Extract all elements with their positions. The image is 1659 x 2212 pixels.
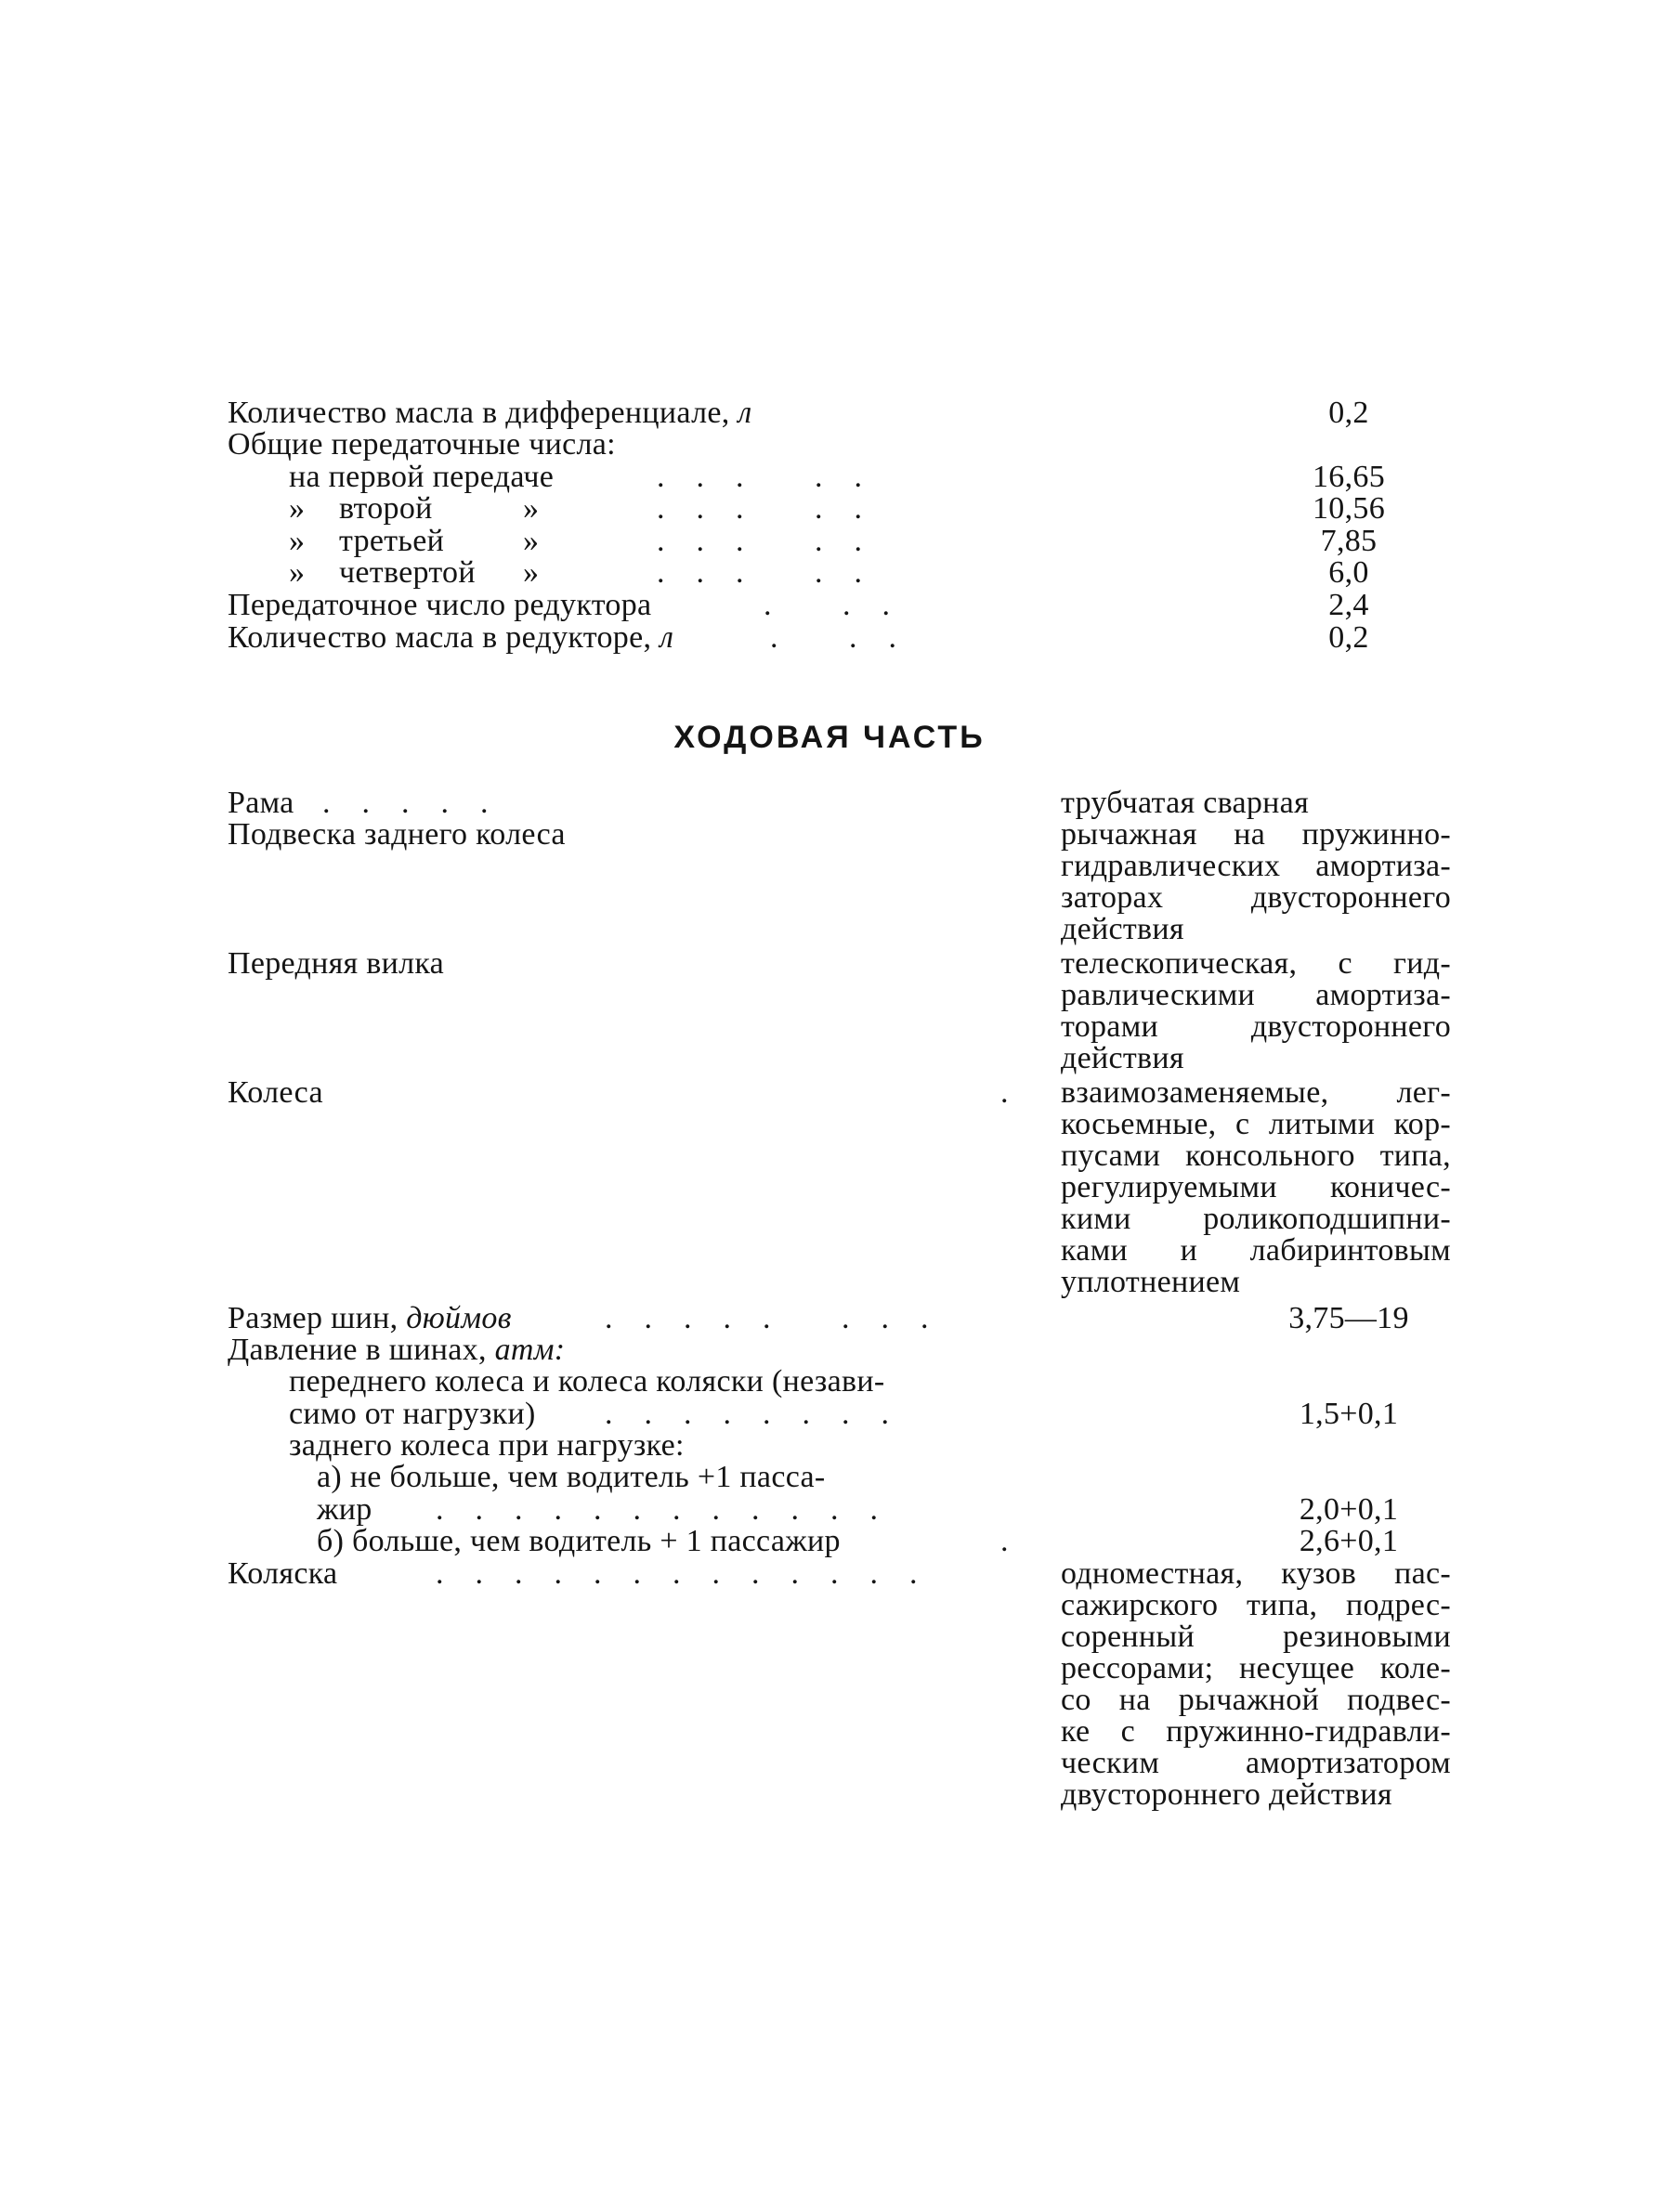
gear2-value: 10,56 <box>1313 491 1385 526</box>
section-title: ХОДОВАЯ ЧАСТЬ <box>673 720 986 755</box>
rear-suspension-value: рычажная на пружинно- гидравлических амортиза- заторах двустороннего действия <box>1061 817 1451 946</box>
frame-value: трубчатая сварная <box>1061 786 1310 820</box>
oil-reducer-value: 0,2 <box>1328 620 1369 655</box>
leader-dots: . <box>1000 1075 1009 1110</box>
sidecar-value: одноместная, кузов пас- сажирского типа, подрес- соренный резиновыми рессорами; несущее коле- со на рычажной подвес- ке с пружинно-гидравли- ческим амортизатором двустороннего действия <box>1061 1556 1451 1812</box>
gear1-value: 16,65 <box>1313 460 1385 494</box>
leader-dots: . . . <box>764 588 890 622</box>
reducer-ratio-value: 2,4 <box>1328 588 1369 622</box>
oil-diff-label: Количество масла в дифференциале, л <box>228 396 752 430</box>
gear3-value: 7,85 <box>1320 524 1378 558</box>
leader-dots: . . . . . <box>322 786 489 820</box>
wheels-value: взаимозаменяемые, лег- косьемные, с литыми кор- пусами консольного типа, регулируемыми коничес- кими роликоподшипни- ками и лабиринтовым уплотнением <box>1061 1075 1451 1299</box>
document-page: Количество масла в дифференциале, л 0,2 Общие передаточные числа: на первой передаче . . . . . 16,65 » второй » . . . . . 10,56 » третьей » . . . . . 7,85 » четвертой » . . . . . 6,0 Передаточное число редуктора . . . 2,4 Количество масла в редукторе, л . . . 0,2 ХОДОВАЯ ЧАСТЬ Рама . . . . . трубчатая сварная Подвеска заднего колеса рычажная на пружинно- гидравлических амортиза- заторах двустороннего действия Передняя вилка телескопическая, с гид- равлическими амортиза- торами двустороннего действия Колеса . взаимозаменяемые, лег- косьемные, с литыми кор- пусами консольного типа, регулируемыми коничес- кими роликоподшипни- ками и лабиринтовым уплотнением Размер шин, дюймов . . . . . . . . 3,75—19 Давление в шинах, атм: переднего колеса и колеса коляски (незави- симо от нагрузки) . . . . . . . . 1,5+0,1 заднего колеса при нагрузке: а) не больше, чем водитель +1 пасса- жир . . . . . . . . . . . . 2,0+0,1 б) больше, чем водитель + 1 пассажир . 2,6+0,1 Коляска . . . . . . . . . . . . . одноместная, кузов пас- сажирского типа, подрес- соренный резиновыми рессорами; несущее коле- со на рычажной подвес- ке с пружинно-гидравли- ческим амортизатором двустороннего действия <box>0 0 1659 2212</box>
oil-diff-value: 0,2 <box>1328 396 1369 430</box>
tire-size-label: Размер шин, дюймов <box>228 1301 512 1335</box>
gear4-value: 6,0 <box>1328 555 1369 590</box>
rear-b-value: 2,6+0,1 <box>1299 1524 1399 1558</box>
leader-dots: . . . . . . . . . . . . . <box>436 1556 918 1591</box>
leader-dots: . . . . . <box>657 524 862 558</box>
pressure-label: Давление в шинах, атм: <box>228 1333 566 1367</box>
rear-a-value: 2,0+0,1 <box>1299 1492 1399 1527</box>
oil-reducer-label: Количество масла в редукторе, л <box>228 620 674 655</box>
leader-dots: . . . . . . . . <box>605 1397 889 1431</box>
leader-dots: . . . . . <box>657 491 862 526</box>
leader-dots: . . . <box>770 620 896 655</box>
leader-dots: . . . . . <box>657 555 862 590</box>
front-fork-value: телескопическая, с гид- равлическими амортиза- торами двустороннего действия <box>1061 946 1451 1075</box>
leader-dots: . . . . . . . . <box>605 1301 929 1335</box>
front-pressure-value: 1,5+0,1 <box>1299 1397 1399 1431</box>
leader-dots: . . . . . <box>657 460 862 494</box>
leader-dots: . <box>1000 1524 1009 1558</box>
leader-dots: . . . . . . . . . . . . <box>436 1492 878 1527</box>
tire-size-value: 3,75—19 <box>1288 1301 1409 1335</box>
